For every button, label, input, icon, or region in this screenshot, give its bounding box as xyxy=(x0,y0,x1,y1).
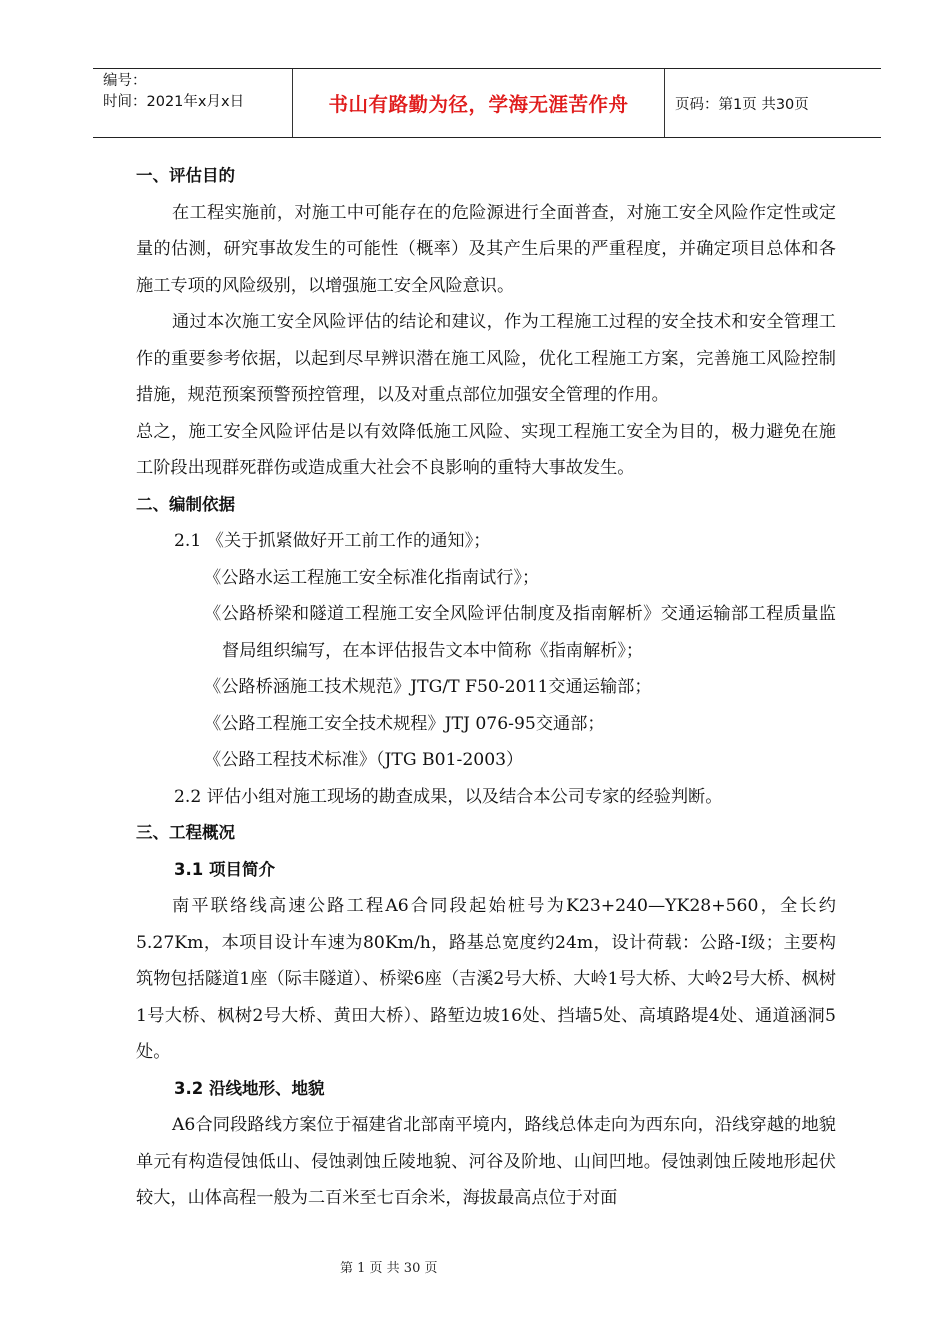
section-1-paragraph-1: 在工程实施前，对施工中可能存在的危险源进行全面普查，对施工安全风险作定性或定量的估测，研究事故发生的可能性（概率）及其产生后果的严重程度，并确定项目总体和各施工专项的风险级别，以增强施工安全风险意识。 xyxy=(136,202,836,296)
reference-item: 《公路桥涵施工技术规范》JTG/T F50-2011交通运输部； xyxy=(204,677,652,697)
section-3-1-title: 3.1 项目简介 xyxy=(174,859,275,879)
section-3-title: 三、工程概况 xyxy=(136,823,235,842)
reference-item: 《公路桥梁和隧道工程施工安全风险评估制度及指南解析》交通运输部工程质量监督局组织编写，在本评估报告文本中简称《指南解析》； xyxy=(204,604,836,661)
section-1-paragraph-2: 通过本次施工安全风险评估的结论和建议，作为工程施工过程的安全技术和安全管理工作的重要参考依据，以起到尽早辨识潜在施工风险，优化工程施工方案，完善施工风险控制措施，规范预案预警预控管理，以及对重点部位加强安全管理的作用。 xyxy=(136,312,836,405)
header-page-label: 页码：第1页 共30页 xyxy=(675,96,809,113)
section-2-1: 2.1 《关于抓紧做好开工前工作的通知》； xyxy=(174,531,491,551)
section-2-title: 二、编制依据 xyxy=(136,494,235,514)
reference-item: 《公路水运工程施工安全标准化指南试行》； xyxy=(204,567,540,588)
section-3-2-paragraph: A6合同段路线方案位于福建省北部南平境内，路线总体走向为西东向，沿线穿越的地貌单元有构造侵蚀低山、侵蚀剥蚀丘陵地貌、河谷及阶地、山间凹地。侵蚀剥蚀丘陵地形起伏较大，山体高程一般为二百米至七百余米，海拔最高点位于对面 xyxy=(136,1115,836,1208)
section-2-2: 2.2 评估小组对施工现场的勘查成果，以及结合本公司专家的经验判断。 xyxy=(174,786,723,807)
header-motto: 书山有路勤为径，学海无涯苦作舟 xyxy=(293,69,665,137)
section-1-paragraph-3: 总之，施工安全风险评估是以有效降低施工风险、实现工程施工安全为目的，极力避免在施工阶段出现群死群伤或造成重大社会不良影响的重特大事故发生。 xyxy=(136,421,836,478)
reference-item: 《公路工程技术标准》（JTG B01-2003） xyxy=(204,750,524,770)
header-meta xyxy=(93,69,293,137)
page-header xyxy=(93,68,881,138)
section-1-title: 一、评估目的 xyxy=(136,166,235,185)
page-footer: 第 1 页 共 30 页 xyxy=(340,1261,438,1276)
section-3-2-title: 3.2 沿线地形、地貌 xyxy=(174,1078,325,1098)
document-body xyxy=(136,158,836,1217)
doc-number-label: 编号： xyxy=(103,73,147,89)
reference-item: 《公路工程施工安全技术规程》JTJ 076-95交通部； xyxy=(204,713,605,734)
doc-time-label: 时间：2021年x月x日 xyxy=(103,94,245,110)
section-3-1-paragraph: 南平联络线高速公路工程A6合同段起始桩号为K23+240—YK28+560，全长约5.27Km，本项目设计车速为80Km/h，路基总宽度约24m，设计荷载：公路-I级；主要构筑物包括隧道1座（际丰隧道）、桥梁6座（吉溪2号大桥、大岭1号大桥、大岭2号大桥、枫树1号大桥、枫树2号大桥、黄田大桥）、路堑边坡16处、挡墙5处、高填路堤4处、通道涵洞5处。 xyxy=(136,896,836,1062)
